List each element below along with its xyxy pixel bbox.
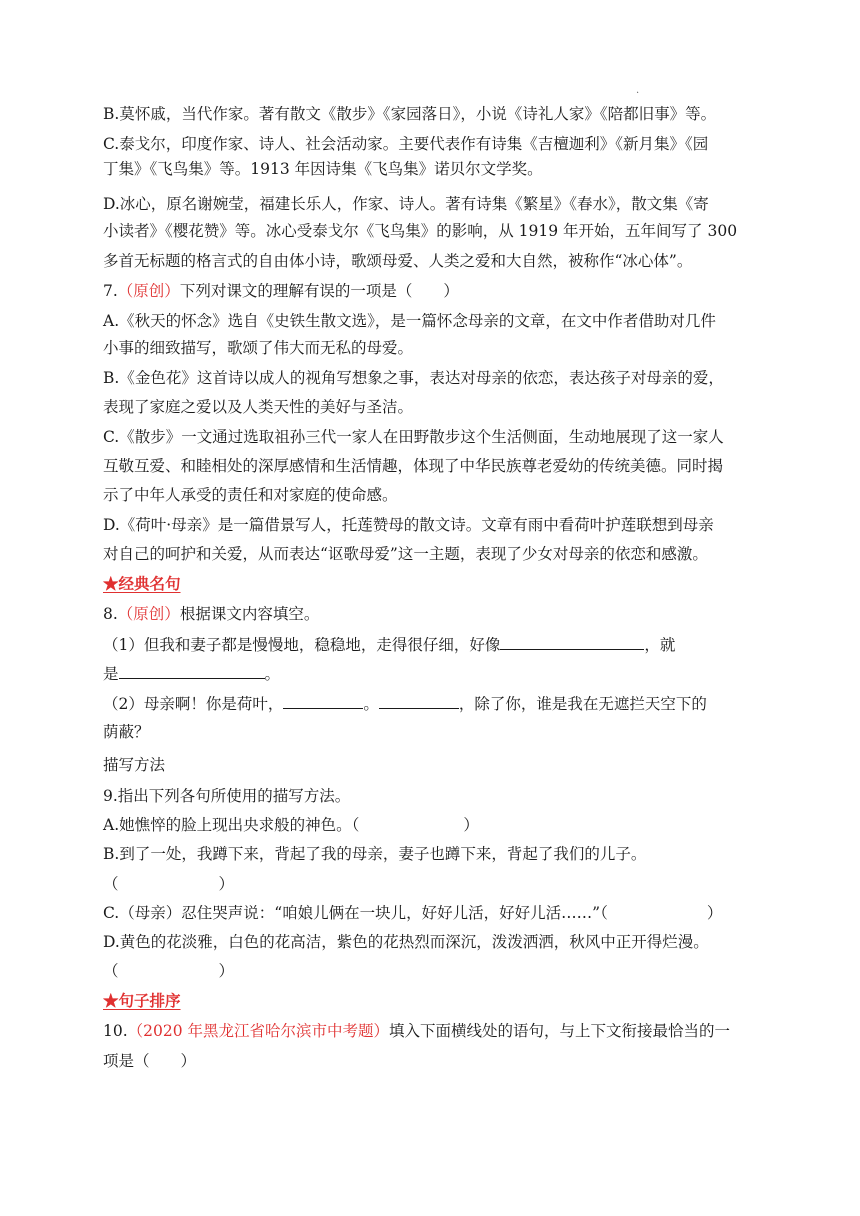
section-heading-description-methods: 描写方法	[103, 756, 166, 774]
q8-item-2-text: （2）母亲啊！你是荷叶，	[103, 695, 284, 713]
q9-item-b: B.到了一处，我蹲下来，背起了我的母亲，妻子也蹲下来，背起了我们的儿子。	[103, 845, 647, 863]
header-mark: .	[636, 85, 640, 96]
question-stem: 填入下面横线处的语句，与上下文衔接最恰当的一	[389, 1022, 731, 1040]
q8-item-1-text-cont: 是	[103, 665, 119, 683]
option-d-text-cont1: 小读者》《樱花赞》等。冰心受泰戈尔《飞鸟集》的影响，从 1919 年开始，五年间写了 300	[103, 222, 738, 240]
q7-option-d-cont: 对自己的呵护和关爱，从而表达“讴歌母爱”这一主题，表现了少女对母亲的依恋和感激。	[103, 545, 708, 563]
paren-close: ）	[218, 875, 235, 893]
source-tag: （原创）	[117, 605, 180, 623]
question-number: 8.	[103, 605, 118, 623]
section-heading-sentence-ordering: ★句子排序	[103, 991, 181, 1010]
question-10	[103, 1020, 730, 1042]
q9-item-a	[103, 814, 479, 836]
fill-blank[interactable]	[119, 662, 265, 679]
source-tag: （原创）	[117, 282, 180, 300]
question-number: 7.	[103, 282, 118, 300]
question-7	[103, 280, 459, 302]
option-d-text-cont2: 多首无标题的格言式的自由体小诗，歌颂母爱、人类之爱和大自然，被称作“冰心体”。	[103, 252, 693, 270]
question-9: 9.指出下列各句所使用的描写方法。	[103, 787, 351, 805]
paren-close: ）	[218, 962, 235, 980]
q8-item-2-text-end: ，除了你，谁是我在无遮拦天空下的	[458, 695, 707, 713]
question-number: 10.	[103, 1022, 128, 1040]
q9-item-b-answer	[103, 873, 234, 895]
section-heading-classic-quotes: ★经典名句	[103, 574, 181, 593]
question-8	[103, 603, 319, 625]
paren-open: （	[103, 875, 119, 893]
fill-blank[interactable]	[500, 633, 644, 650]
q9-item-a-text: A.她憔悴的脸上现出央求般的神色。（	[103, 816, 360, 834]
q7-option-d: D.《荷叶·母亲》是一篇借景写人，托莲赞母的散文诗。文章有雨中看荷叶护莲联想到母亲	[103, 516, 714, 534]
source-tag: （2020 年黑龙江省哈尔滨市中考题）	[127, 1022, 390, 1040]
option-d-text: D.冰心，原名谢婉莹，福建长乐人，作家、诗人。著有诗集《繁星》《春水》，散文集《寄	[103, 195, 709, 213]
q8-item-1	[103, 633, 675, 656]
q8-item-2-text-mid: 。	[363, 695, 379, 713]
q7-option-b-cont: 表现了家庭之爱以及人类天性的美好与圣洁。	[103, 398, 414, 416]
q9-item-d-answer	[103, 960, 234, 982]
fill-blank[interactable]	[379, 692, 459, 709]
paren-close: ）	[463, 816, 479, 834]
q7-option-b: B.《金色花》这首诗以成人的视角写想象之事，表达对母亲的依恋，表达孩子对母亲的爱，	[103, 369, 724, 387]
q8-item-2-cont: 荫蔽？	[103, 723, 150, 741]
question-10-cont: 项是（ ）	[103, 1052, 197, 1070]
q7-option-a-cont: 小事的细致描写，歌颂了伟大而无私的母爱。	[103, 339, 414, 357]
q7-option-c: C.《散步》一文通过选取祖孙三代一家人在田野散步这个生活侧面，生动地展现了这一家人	[103, 428, 724, 446]
q8-item-1-text-mid: ，就	[644, 636, 676, 654]
q7-option-c-cont2: 示了中年人承受的责任和对家庭的使命感。	[103, 486, 398, 504]
question-stem: 下列对课文的理解有误的一项是（ ）	[179, 282, 459, 300]
q8-item-1-cont	[103, 662, 280, 685]
question-stem: 根据课文内容填空。	[179, 605, 320, 623]
q8-item-1-text-end: 。	[264, 665, 281, 683]
paren-close: ）	[706, 904, 723, 922]
option-c-text-cont: 丁集》《飞鸟集》等。1913 年因诗集《飞鸟集》诺贝尔文学奖。	[103, 160, 543, 178]
q8-item-2	[103, 692, 707, 715]
q9-item-d: D.黄色的花淡雅，白色的花高洁，紫色的花热烈而深沉，泼泼洒洒，秋风中正开得烂漫。	[103, 933, 709, 951]
q7-option-a: A.《秋天的怀念》选自《史铁生散文选》，是一篇怀念母亲的文章，在文中作者借助对几件	[103, 312, 716, 330]
q8-item-1-text: （1）但我和妻子都是慢慢地，稳稳地，走得很仔细，好像	[103, 636, 501, 654]
q9-item-c-text: C.（母亲）忍住哭声说：“咱娘儿俩在一块儿，好好儿活，好好儿活……”（	[103, 904, 608, 922]
paren-open: （	[103, 962, 119, 980]
fill-blank[interactable]	[283, 692, 363, 709]
option-b-text: B.莫怀戚，当代作家。著有散文《散步》《家园落日》，小说《诗礼人家》《陪都旧事》等。	[103, 105, 717, 123]
q7-option-c-cont1: 互敬互爱、和睦相处的深厚感情和生活情趣，体现了中华民族尊老爱幼的传统美德。同时揭	[103, 457, 724, 475]
option-c-text: C.泰戈尔，印度作家、诗人、社会活动家。主要代表作有诗集《吉檀迦利》《新月集》《园	[103, 135, 709, 153]
q9-item-c	[103, 902, 722, 924]
